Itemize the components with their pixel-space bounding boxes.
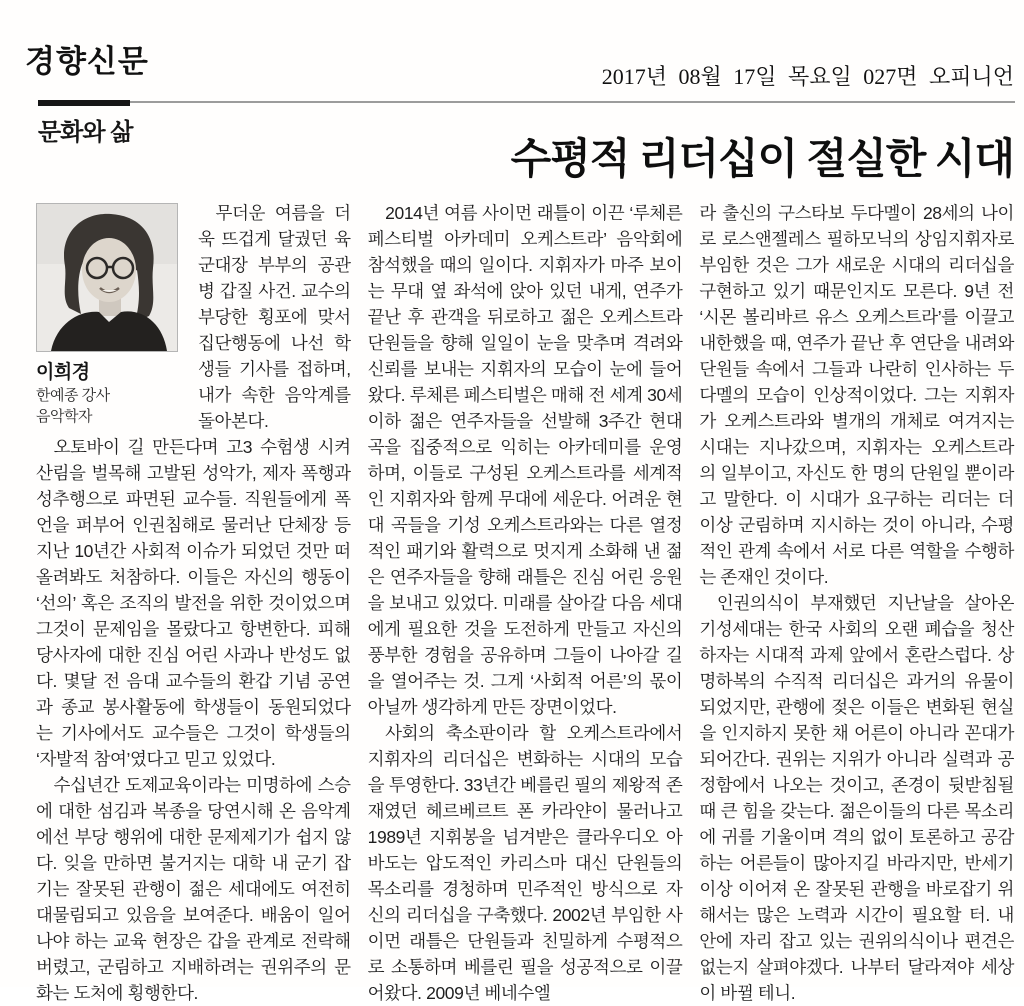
section-label: 문화와 삶 [38, 119, 133, 146]
paragraph: 무더운 여름을 더욱 뜨겁게 달궜던 육군대장 부부의 공관병 갑질 사건. 교수의 부당한 횡포에 맞서 집단행동에 나선 학생들 기사를 접하며, 내가 속한 음악계를 돌아본다. [198, 203, 351, 431]
paragraph: 2014년 여름 사이먼 래틀이 이끈 ‘루체른 페스티벌 아카데미 오케스트라’ 음악회에 참석했을 때의 일이다. 지휘자가 마주 보이는 무대 옆 좌석에 앉아 있던 내게, 연주가 끝난 후 관객을 뒤로하고 젊은 오케스트라 단원들을 향해 일일이 눈을 맞추며 격려와 신뢰를 보내는 지휘자의 모습이 눈에 들어왔다. 루체른 페스티벌은 매해 전 세계 30세 이하 젊은 연주자들을 선발해 3주간 현대 곡을 집중적으로 익히는 아카데미를 운영하며, 이들로 구성된 오케스트라를 세계적인 지휘자와 함께 무대에 세운다. 어려운 현대 곡들을 기성 오케스트라와는 다른 열정적인 패기와 활력으로 멋지게 소화해 낸 젊은 연주자들을 향해 래틀은 진심 어린 응원을 보내고 있었다. 미래를 살아갈 다음 세대에게 필요한 것을 도전하게 만들고 자신의 풍부한 경험을 공유하며 그들이 나아갈 길을 열어주는 것. 그게 ‘사회적 어른’의 몫이 아닐까 생각하게 만든 장면이었다. [367, 203, 683, 717]
header-divider-thick-segment [38, 100, 130, 106]
article-body [36, 200, 1014, 1006]
header-divider-thin-line [38, 101, 1015, 103]
article-headline: 수평적 리더십이 절실한 시대 [510, 137, 1014, 183]
author-photo [36, 203, 178, 352]
paragraph: 사회의 축소판이라 할 오케스트라에서 지휘자의 리더십은 변화하는 시대의 모습을 투영한다. 33년간 베를린 필의 제왕적 존재였던 헤르베르트 폰 카라얀이 물러나고 1989년 지휘봉을 넘겨받은 클라우디오 아바도는 압도적인 카리스마 대신 단원들의 목소리를 경청하며 민주적인 방식으로 자신의 리더십을 구축했다. 2002년 부임한 사이먼 래틀은 단원들과 친밀하게 수평적으로 소통하며 베를린 필을 성공적으로 이끌어왔다. 2009년 베네수엘 [367, 723, 683, 1003]
article-column-3 [699, 200, 1014, 1006]
article-column-1 [36, 200, 351, 1006]
dateline: 2017년 08월 17일 목요일 027면 오피니언 [601, 64, 1014, 89]
masthead-logo: 경향신문 [25, 44, 149, 79]
author-block [36, 203, 186, 427]
paragraph-continuation: 라 출신의 구스타보 두다멜이 28세의 나이로 로스앤젤레스 필하모닉의 상임지휘자로 부임한 것은 그가 새로운 시대의 리더십을 구현하고 있기 때문인지도 모른다. 9년 전 ‘시몬 볼리바르 유스 오케스트라’를 이끌고 내한했을 때, 연주가 끝난 후 연단을 내려와 단원들 속에서 그들과 나란히 인사하는 두다멜의 모습이 인상적이었다. 그는 지휘자가 오케스트라와 별개의 개체로 여겨지는 시대는 지나갔으며, 지휘자는 오케스트라의 일부이고, 자신도 한 명의 단원일 뿐이라고 말한다. 이 시대가 요구하는 리더는 더 이상 군림하며 지시하는 것이 아니라, 수평적인 관계 속에서 서로 다른 역할을 수행하는 존재인 것이다. [699, 203, 1015, 587]
paragraph: 인권의식이 부재했던 지난날을 살아온 기성세대는 한국 사회의 오랜 폐습을 청산하자는 시대적 과제 앞에서 혼란스럽다. 상명하복의 수직적 리더십은 과거의 유물이 되었지만, 관행에 젖은 이들은 변화된 현실을 인지하지 못한 채 어른이 아니라 꼰대가 되어간다. 권위는 지위가 아니라 실력과 공정함에서 나오는 것이고, 존경이 뒷받침될 때 큰 힘을 갖는다. 젊은이들의 다른 목소리에 귀를 기울이며 격의 없이 토론하고 공감하는 어른들이 많아지길 바라지만, 반세기 이상 이어져 온 잘못된 관행을 바로잡기 위해서는 많은 노력과 시간이 필요할 터. 내 안에 자리 잡고 있는 권위의식이나 편견은 없는지 살펴야겠다. 나부터 달라져야 세상이 바뀔 테니. [699, 593, 1015, 1003]
author-title: 한예종 강사 [36, 387, 110, 404]
paragraph: 오토바이 길 만든다며 고3 수험생 시켜 산림을 벌목해 고발된 성악가, 제자 폭행과 성추행으로 파면된 교수들. 직원들에게 폭언을 퍼부어 인권침해로 물러난 단체장 등 지난 10년간 사회적 이슈가 되었던 것만 떠올려봐도 처참하다. 이들은 자신의 행동이 ‘선의’ 혹은 조직의 발전을 위한 것이었으며 그것이 문제임을 몰랐다고 항변한다. 피해 당사자에 대한 진심 어린 사과나 반성도 없다. 몇달 전 음대 교수들의 환갑 기념 공연과 종교 봉사활동에 학생들이 동원되었다는 기사에서도 교수들은 그것이 학생들의 ‘자발적 참여’였다고 믿고 있었다. [36, 437, 351, 769]
header-divider [38, 100, 1015, 106]
author-name: 이희경 [36, 362, 90, 383]
paragraph: 수십년간 도제교육이라는 미명하에 스승에 대한 섬김과 복종을 당연시해 온 음악계에선 부당 행위에 대한 문제제기가 쉽지 않다. 잊을 만하면 불거지는 대학 내 군기 잡기는 잘못된 관행이 젊은 세대에도 여전히 대물림되고 있음을 보여준다. 배움이 일어나야 하는 교육 현장은 갑을 관계로 전락해버렸고, 군림하고 지배하려는 권위주의 문화는 도처에 횡행한다. [36, 775, 351, 1003]
author-role: 음악학자 [36, 408, 92, 425]
article-column-2 [368, 200, 683, 1006]
